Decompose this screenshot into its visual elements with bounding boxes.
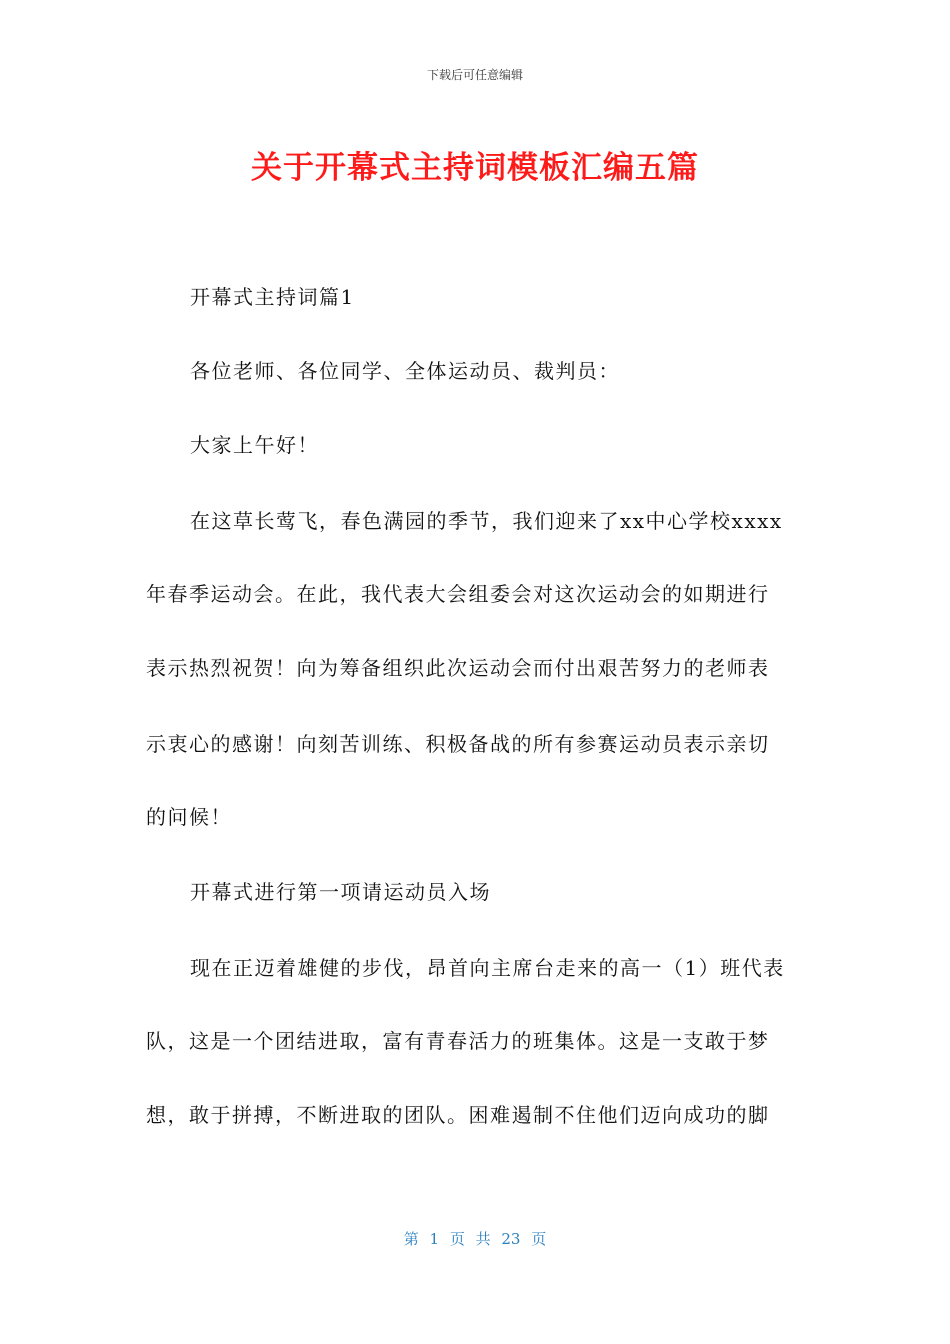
paragraph-line: 表示热烈祝贺！向为筹备组织此次运动会而付出艰苦努力的老师表 (146, 656, 770, 680)
paragraph-line: 各位老师、各位同学、全体运动员、裁判员： (190, 359, 620, 383)
paragraph-line: 示衷心的感谢！向刻苦训练、积极备战的所有参赛运动员表示亲切 (146, 732, 770, 756)
document-title: 关于开幕式主持词模板汇编五篇 (251, 150, 699, 186)
page-header-note: 下载后可任意编辑 (426, 68, 523, 82)
paragraph-line: 想，敢于拼搏，不断进取的团队。困难遏制不住他们迈向成功的脚 (146, 1103, 770, 1127)
paragraph-line: 年春季运动会。在此，我代表大会组委会对这次运动会的如期进行 (146, 582, 770, 606)
paragraph-line: 大家上午好！ (190, 433, 319, 457)
paragraph-line: 队，这是一个团结进取，富有青春活力的班集体。这是一支敢于梦 (146, 1029, 770, 1053)
paragraph-line: 在这草长莺飞，春色满园的季节，我们迎来了xx中心学校xxxx (190, 509, 783, 533)
paragraph-line: 的问候！ (146, 805, 232, 829)
section-heading: 开幕式主持词篇1 (190, 285, 355, 309)
paragraph-line: 现在正迈着雄健的步伐，昂首向主席台走来的高一（1）班代表 (190, 956, 785, 980)
paragraph-line: 开幕式进行第一项请运动员入场 (190, 880, 491, 904)
page-number-footer: 第 1 页 共 23 页 (403, 1230, 547, 1248)
